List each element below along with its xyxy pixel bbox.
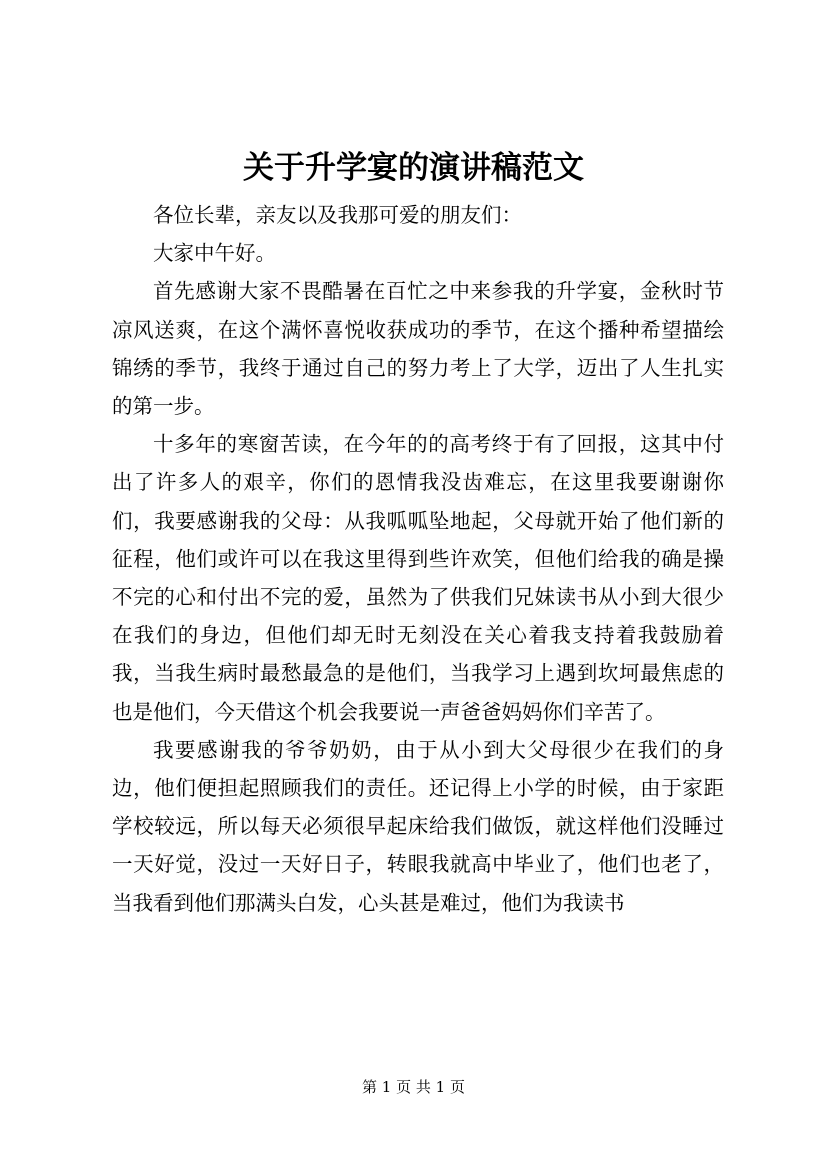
document-body — [112, 196, 724, 922]
paragraph-thanks-grandparents: 我要感谢我的爷爷奶奶，由于从小到大父母很少在我们的身边，他们便担起照顾我们的责任。还记得上小学的时候，由于家距学校较远，所以每天必须很早起床给我们做饭，就这样他们没睡过一天好觉，没过一天好日子，转眼我就高中毕业了，他们也老了，当我看到他们那满头白发，心头甚是难过，他们为我读书 — [112, 737, 724, 915]
paragraph-thanks-guests: 首先感谢大家不畏酷暑在百忙之中来参我的升学宴，金秋时节凉风送爽，在这个满怀喜悦收获成功的季节，在这个播种希望描绘锦绣的季节，我终于通过自己的努力考上了大学，迈出了人生扎实的第一步。 — [112, 279, 724, 419]
document-title: 关于升学宴的演讲稿范文 — [243, 150, 584, 186]
page-footer: 第 1 页 共 1 页 — [362, 1078, 465, 1096]
paragraph-good-afternoon: 大家中午好。 — [153, 241, 276, 266]
paragraph-greeting: 各位长辈，亲友以及我那可爱的朋友们： — [153, 203, 522, 227]
paragraph-thanks-parents: 十多年的寒窗苦读，在今年的的高考终于有了回报，这其中付出了许多人的艰辛，你们的恩情我没齿难忘，在这里我要谢谢你们，我要感谢我的父母：从我呱呱坠地起，父母就开始了他们新的征程，他们或许可以在我这里得到些许欢笑，但他们给我的确是操不完的心和付出不完的爱，虽然为了供我们兄妹读书从小到大很少在我们的身边，但他们却无时无刻没在关心着我支持着我鼓励着我，当我生病时最愁最急的是他们，当我学习上遇到坎坷最焦虑的也是他们，今天借这个机会我要说一声爸爸妈妈你们辛苦了。 — [112, 432, 724, 724]
